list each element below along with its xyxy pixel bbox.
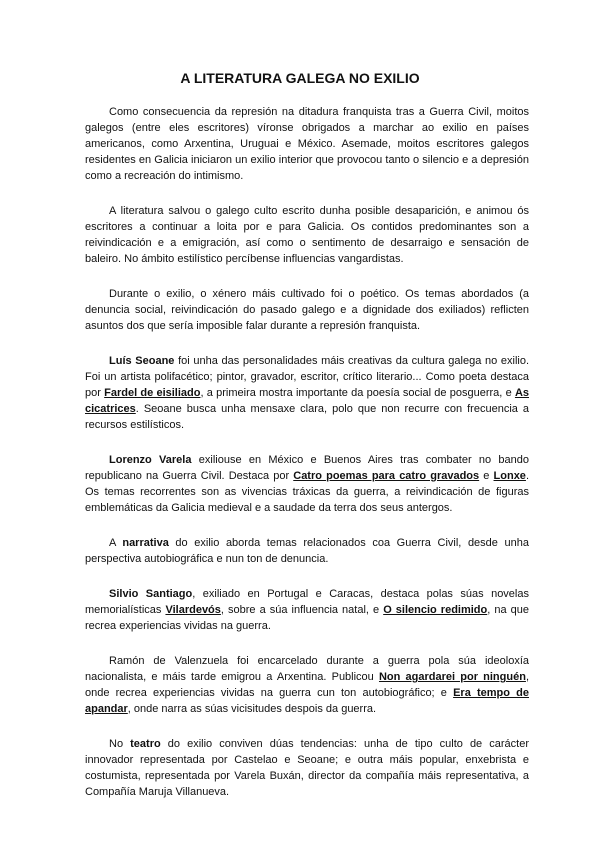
paragraph-luis-seoane — [85, 353, 529, 433]
genre-term: narrativa — [122, 537, 169, 549]
paragraph-text: foi unha das personalidades máis creativas da cultura galega no exilio. Foi un artista polifacético; pintor, gravador, escritor, crítico literario... Como poeta destaca por — [85, 355, 530, 399]
paragraph-text: . Os temas recorrentes son as vivencias tráxicas da guerra, a reivindicación de figuras emblemáticas da Galicia medieval e a saudade da terra dos seus antergos. — [85, 470, 529, 514]
paragraph-lorenzo-varela — [85, 452, 529, 516]
author-name: Lorenzo Varela — [109, 454, 192, 466]
paragraph-text: Ramón de Valenzuela foi encarcelado durante a guerra pola súa ideoloxía nacionalista, e máis tarde emigrou a Arxentina. Publicou — [85, 655, 529, 683]
paragraph-intro: Como consecuencia da represión na ditadura franquista tras a Guerra Civil, moitos galegos (entre eles escritores) víronse obrigados a marchar ao exilio en países americanos, como Arxentina, Uruguai e México. Asemade, moitos escritores galegos residentes en Galicia iniciaron un exilio interior que provocou tanto o silencio e a depresión como a recreación do intimismo. — [85, 106, 529, 182]
paragraph-text: , exiliado en Portugal e Caracas, destaca polas súas novelas memorialísticas — [85, 588, 529, 616]
paragraph-text: No — [109, 738, 131, 750]
paragraph-text: , onde narra as súas vicisitudes despois da guerra. — [127, 703, 377, 715]
paragraph-text: , na que recrea experiencias vividas na guerra. — [85, 604, 529, 632]
paragraph-teatro — [85, 736, 529, 800]
work-title: Lonxe — [493, 470, 526, 482]
paragraph-text: , a primeira mostra importante da poesía social de posguerra, e — [200, 387, 515, 399]
page-title: A LITERATURA GALEGA NO EXILIO — [180, 70, 420, 86]
paragraph-text: . Seoane busca unha mensaxe clara, polo que non recurre con frecuencia a recursos estilísticos. — [85, 403, 529, 431]
document-body — [85, 104, 529, 819]
author-name: Luís Seoane — [109, 355, 175, 367]
work-title: Fardel de eisiliado — [104, 387, 201, 399]
paragraph-text: e — [479, 470, 494, 482]
paragraph-literatura: A literatura salvou o galego culto escrito dunha posible desaparición, e animou ós escritores a continuar a loita por e para Galicia. Os contidos predominantes son a reivindicación e a emigración, así como o sentimento de desarraigo e sensación de baleiro. No ámbito estilístico percíbense influencias vangardistas. — [85, 205, 529, 265]
paragraph-text: A — [109, 537, 123, 549]
work-title: Non agardarei por ninguén — [378, 671, 526, 683]
work-title: As cicatrices — [85, 387, 529, 415]
paragraph-text: exiliouse en México e Buenos Aires tras combater no bando republicano na Guerra Civil. Destaca por — [85, 454, 529, 482]
work-title: Vilardevós — [165, 604, 221, 616]
work-title: Era tempo de apandar — [85, 687, 529, 715]
paragraph-narrativa — [85, 535, 529, 567]
work-title: O silencio redimido — [383, 604, 488, 616]
paragraph-text: do exilio conviven dúas tendencias: unha de tipo culto de carácter innovador representada por Castelao e Seoane; e outra máis popular, enxebrista e costumista, representada por Varela Buxán, director da compañía máis representativa, a Compañía Maruja Villanueva. — [85, 738, 529, 798]
paragraph-poesia: Durante o exilio, o xénero máis cultivado foi o poético. Os temas abordados (a denuncia social, reivindicación do pasado galego e a dignidade dos exiliados) reflicten asuntos dos que sería imposible falar durante a represión franquista. — [85, 288, 529, 332]
paragraph-text: do exilio aborda temas relacionados coa Guerra Civil, desde unha perspectiva autobiográfica e nun ton de denuncia. — [85, 537, 529, 565]
paragraph-ramon-valenzuela — [85, 653, 529, 717]
paragraph-text: , sobre a súa influencia natal, e — [220, 604, 384, 616]
paragraph-text: , onde recrea experiencias vividas na guerra cun ton autobiográfico; e — [85, 671, 529, 699]
work-title: Catro poemas para catro gravados — [293, 470, 480, 482]
author-name: Silvio Santiago — [109, 588, 193, 600]
paragraph-silvio-santiago — [85, 586, 529, 634]
genre-term: teatro — [130, 738, 161, 750]
